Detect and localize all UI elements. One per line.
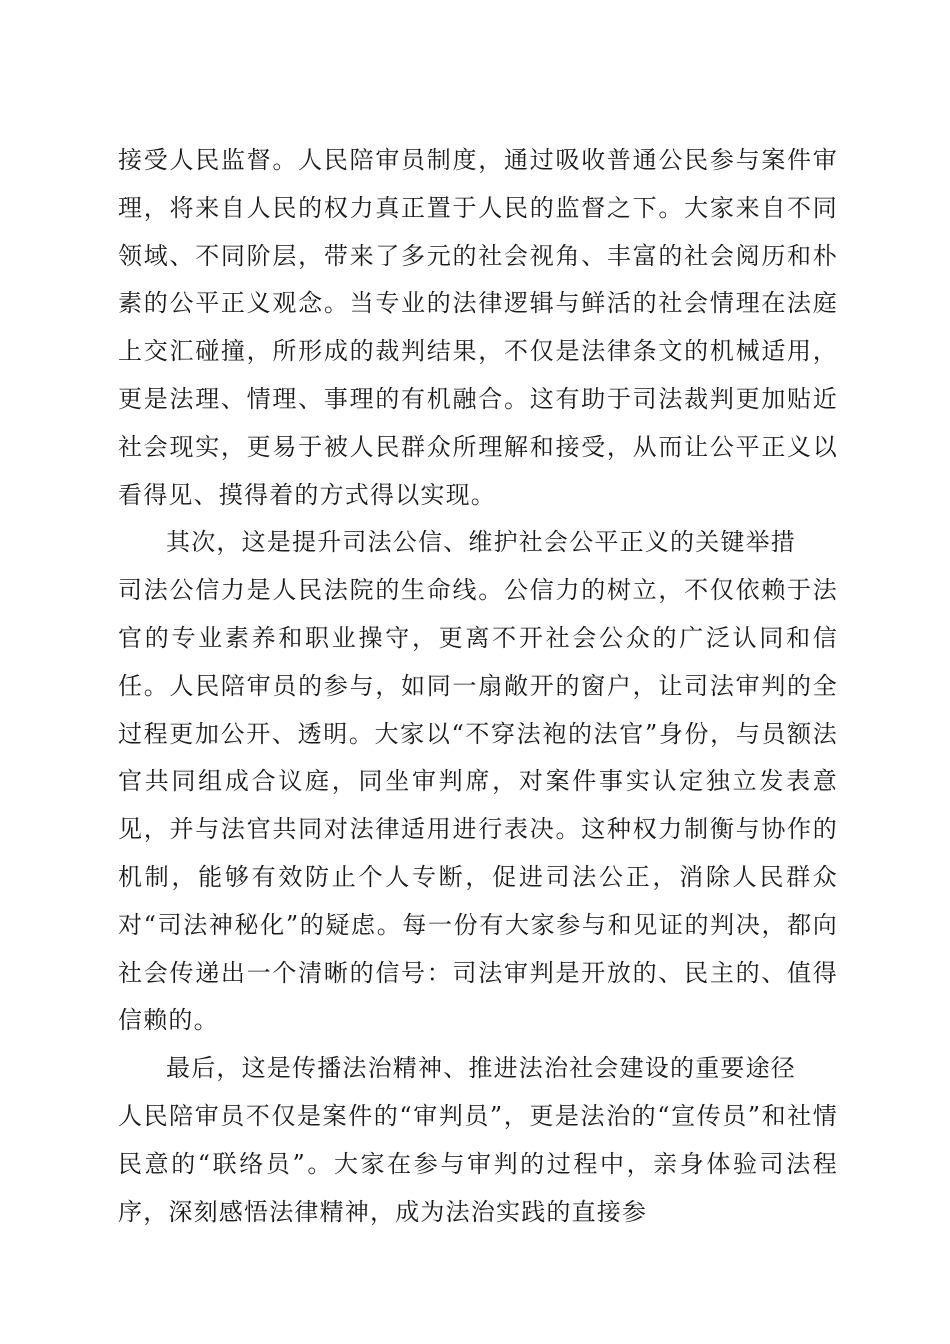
section-heading-3: 最后，这是传播法治精神、推进法治社会建设的重要途径 (166, 1054, 796, 1083)
paragraph-1: 接受人民监督。人民陪审员制度，通过吸收普通公民参与案件审理，将来自人民的权力真正置于人民的监督之下。大家来自不同领域、不同阶层，带来了多元的社会视角、丰富的社会阅历和朴素的公平正义观念。当专业的法律逻辑与鲜活的社会情理在法庭上交汇碰撞，所形成的裁判结果，不仅是法律条文的机械适用，更是法理、情理、事理的有机融合。这有助于司法裁判更加贴近社会现实，更易于被人民群众所理解和接受，从而让公平正义以看得见、摸得着的方式得以实现。 (118, 146, 838, 509)
section-heading-2: 其次，这是提升司法公信、维护社会公平正义的关键举措 (166, 528, 796, 557)
paragraph-3: 人民陪审员不仅是案件的“审判员”，更是法治的“宣传员”和社情民意的“联络员”。大家在参与审判的过程中，亲身体验司法程序，深刻感悟法律精神，成为法治实践的直接参 (118, 1101, 838, 1226)
paragraph-2: 司法公信力是人民法院的生命线。公信力的树立，不仅依赖于法官的专业素养和职业操守，更离不开社会公众的广泛认同和信任。人民陪审员的参与，如同一扇敞开的窗户，让司法审判的全过程更加公开、透明。大家以“不穿法袍的法官”身份，与员额法官共同组成合议庭，同坐审判席，对案件事实认定独立发表意见，并与法官共同对法律适用进行表决。这种权力制衡与协作的机制，能够有效防止个人专断，促进司法公正，消除人民群众对“司法神秘化”的疑虑。每一份有大家参与和见证的判决，都向社会传递出一个清晰的信号：司法审判是开放的、民主的、值得信赖的。 (118, 576, 838, 1035)
document-body (118, 137, 838, 1236)
